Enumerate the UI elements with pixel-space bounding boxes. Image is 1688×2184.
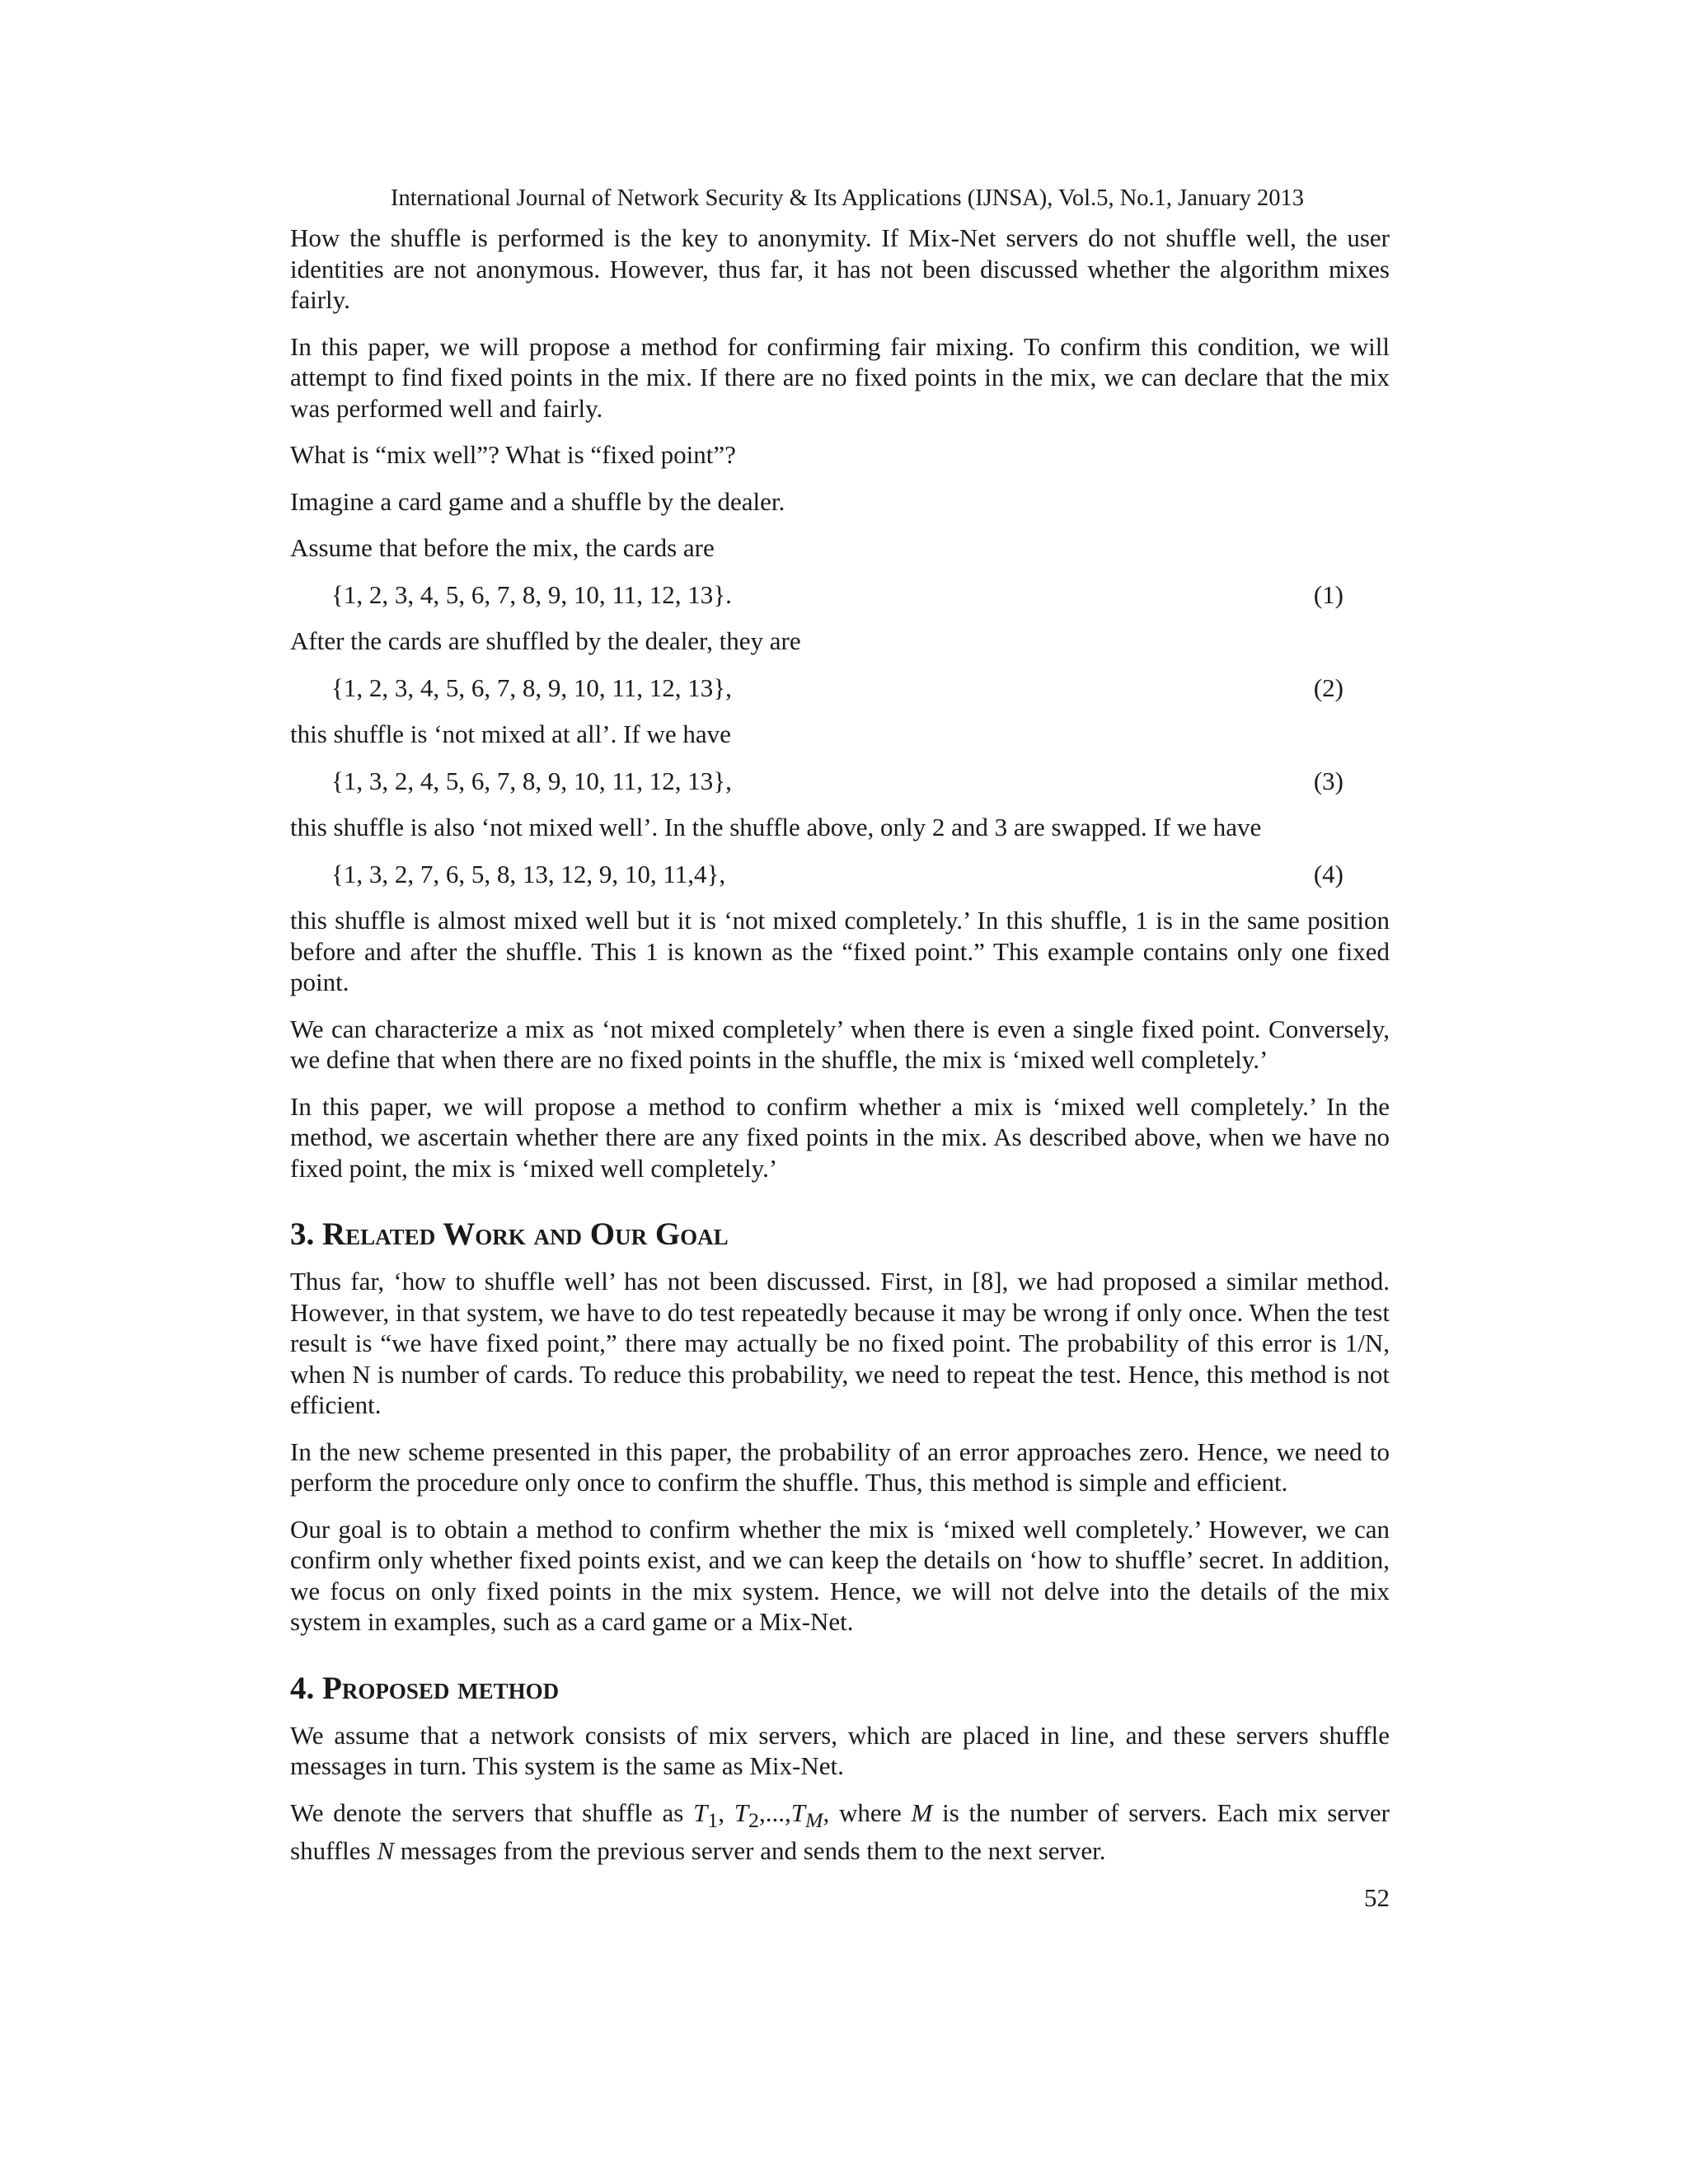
section-heading-4: 4. Proposed method: [290, 1670, 560, 1706]
equation-number: (2): [1313, 673, 1343, 702]
paragraph: In the new scheme presented in this paper, the probability of an error approaches zero. Hence, we need to perform the procedure only once to confirm the shuffle. Thus, this method is simple and efficient.: [290, 1436, 1390, 1497]
paragraph: We can characterize a mix as ‘not mixed completely’ when there is even a single fixed point. Conversely, we define that when there are no fixed points in the shuffle, the mix is ‘mixed well completely.’: [290, 1014, 1390, 1074]
equation-expression: {1, 3, 2, 4, 5, 6, 7, 8, 9, 10, 11, 12, 13},: [331, 766, 732, 795]
equation-2: [290, 673, 1390, 704]
equation-4: [290, 859, 1390, 890]
equation-expression: {1, 3, 2, 7, 6, 5, 8, 13, 12, 9, 10, 11,4},: [331, 859, 726, 888]
paragraph: How the shuffle is performed is the key to anonymity. If Mix-Net servers do not shuffle well, the user identities are not anonymous. However, thus far, it has not been discussed whether the algorithm mixes fairly.: [290, 223, 1390, 314]
paragraph: We assume that a network consists of mix servers, which are placed in line, and these servers shuffle messages in turn. This system is the same as Mix-Net.: [290, 1720, 1390, 1780]
running-header: International Journal of Network Security & Its Applications (IJNSA), Vol.5, No.1, January 2013: [391, 185, 1304, 211]
paragraph: In this paper, we will propose a method for confirming fair mixing. To confirm this condition, we will attempt to find fixed points in the mix. If there are no fixed points in the mix, we can declare that the mix was performed well and fairly.: [290, 331, 1390, 423]
equation-expression: {1, 2, 3, 4, 5, 6, 7, 8, 9, 10, 11, 12, 13},: [331, 673, 732, 702]
equation-1: [290, 579, 1390, 611]
equation-number: (1): [1313, 579, 1343, 609]
paragraph: Our goal is to obtain a method to confirm whether the mix is ‘mixed well completely.’ However, we can confirm only whether fixed points exist, and we can keep the details on ‘how to shuffle’ secret. In addition, we focus on only fixed points in the mix system. Hence, we will not delve into the details of the mix system in examples, such as a card game or a Mix-Net.: [290, 1514, 1390, 1636]
paragraph: Thus far, ‘how to shuffle well’ has not been discussed. First, in [8], we had proposed a similar method. However, in that system, we have to do test repeatedly because it may be wrong if only once. When the test result is “we have fixed point,” there may actually be no fixed point. The probability of this error is 1/N, when N is number of cards. To reduce this probability, we need to repeat the test. Hence, this method is not efficient.: [290, 1267, 1390, 1419]
page-body: [290, 183, 1390, 1912]
paragraph: What is “mix well”? What is “fixed point”?: [290, 440, 736, 469]
paragraph: Imagine a card game and a shuffle by the dealer.: [290, 486, 785, 516]
page-number: 52: [1364, 1882, 1390, 1912]
paragraph: Assume that before the mix, the cards are: [290, 533, 715, 562]
equation-number: (3): [1313, 766, 1343, 795]
paragraph: After the cards are shuffled by the dealer, they are: [290, 626, 801, 655]
section-heading-3: 3. Related Work and Our Goal: [290, 1216, 729, 1252]
paragraph: this shuffle is almost mixed well but it is ‘not mixed completely.’ In this shuffle, 1 is in the same position before and after the shuffle. This 1 is known as the “fixed point.” This example contains only one fixed point.: [290, 906, 1390, 996]
equation-3: [290, 766, 1390, 797]
paragraph: In this paper, we will propose a method to confirm whether a mix is ‘mixed well completely.’ In the method, we ascertain whether there are any fixed points in the mix. As described above, when we have no fixed point, the mix is ‘mixed well completely.’: [290, 1091, 1390, 1183]
paragraph: this shuffle is ‘not mixed at all’. If we have: [290, 719, 731, 748]
paragraph: this shuffle is also ‘not mixed well’. In the shuffle above, only 2 and 3 are swapped. If we have: [290, 813, 1262, 841]
equation-number: (4): [1313, 859, 1343, 888]
equation-expression: {1, 2, 3, 4, 5, 6, 7, 8, 9, 10, 11, 12, 13}.: [331, 579, 732, 609]
paragraph-servers: We denote the servers that shuffle as $T_1$, $T_2,...,T_M$, where M is the number of servers. Each mix server shuffles N messages from the previous server and sends them to the next server.: [290, 1797, 1390, 1866]
